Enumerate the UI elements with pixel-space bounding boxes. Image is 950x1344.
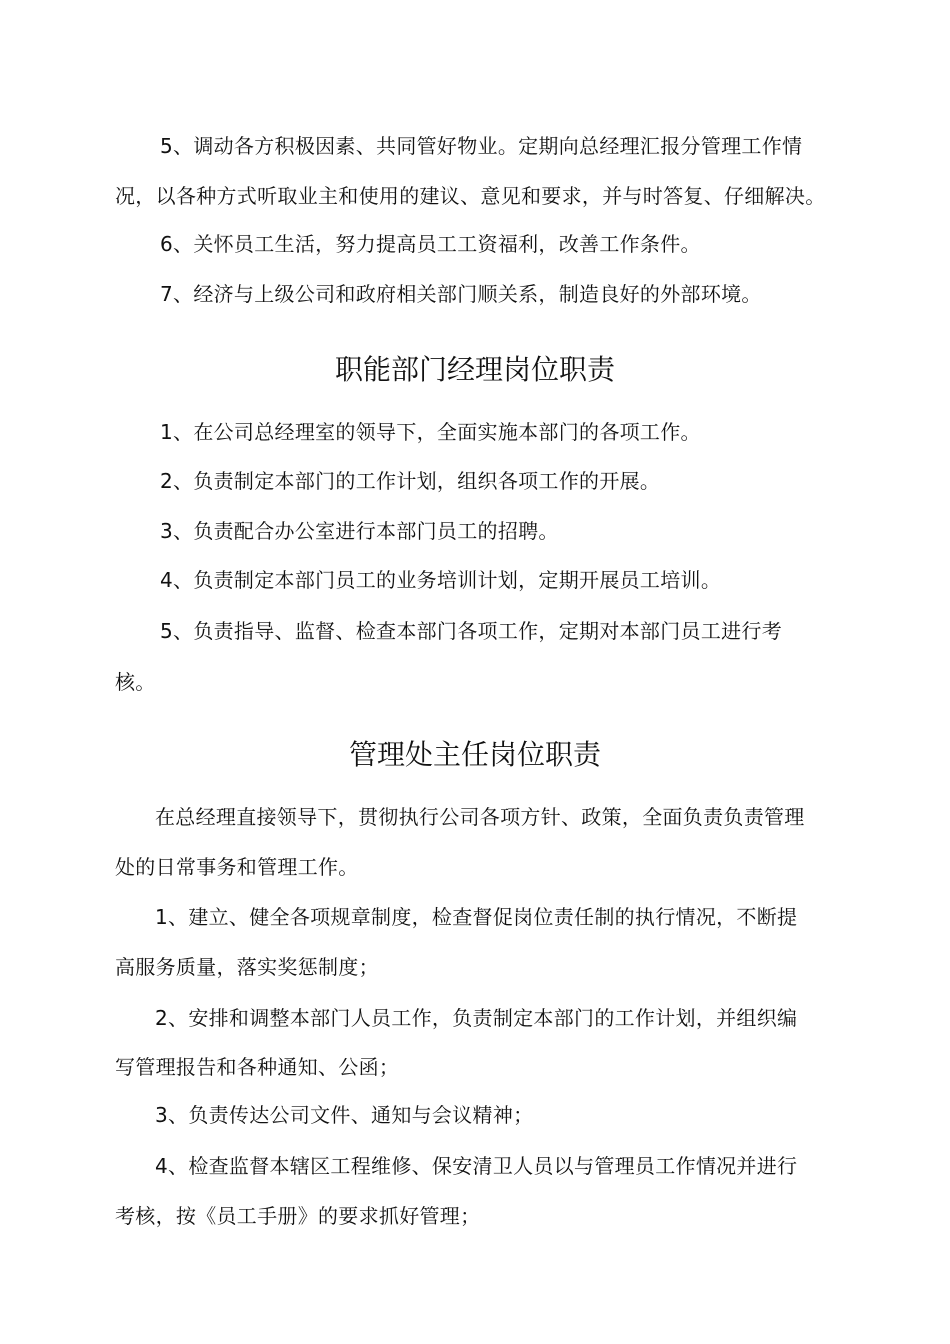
paragraph-line: 在总经理直接领导下，贯彻执行公司各项方针、政策，全面负责负责管理	[155, 805, 805, 829]
list-item: 5、负责指导、监督、检查本部门各项工作，定期对本部门员工进行考	[160, 619, 783, 643]
paragraph-line: 7、经济与上级公司和政府相关部门顺关系，制造良好的外部环境。	[160, 282, 762, 306]
list-item: 2、安排和调整本部门人员工作，负责制定本部门的工作计划，并组织编	[155, 1006, 798, 1030]
paragraph-line: 写管理报告和各种通知、公函；	[115, 1055, 400, 1079]
paragraph-line: 5、调动各方积极因素、共同管好物业。定期向总经理汇报分管理工作情	[160, 134, 803, 158]
paragraph-line: 核。	[115, 670, 156, 694]
list-item: 2、负责制定本部门的工作计划，组织各项工作的开展。	[160, 469, 661, 493]
section-heading: 职能部门经理岗位职责	[334, 353, 615, 386]
paragraph-line: 6、关怀员工生活，努力提高员工工资福利，改善工作条件。	[160, 232, 701, 256]
list-item: 3、负责配合办公室进行本部门员工的招聘。	[160, 519, 559, 543]
list-item: 1、建立、健全各项规章制度，检查督促岗位责任制的执行情况，不断提	[155, 905, 798, 929]
list-item: 3、负责传达公司文件、通知与会议精神；	[155, 1103, 534, 1127]
paragraph-line: 况，以各种方式听取业主和使用的建议、意见和要求，并与时答复、仔细解决。	[115, 184, 826, 208]
list-item: 4、负责制定本部门员工的业务培训计划，定期开展员工培训。	[160, 568, 722, 592]
list-item: 1、在公司总经理室的领导下，全面实施本部门的各项工作。	[160, 420, 701, 444]
list-item: 4、检查监督本辖区工程维修、保安清卫人员以与管理员工作情况并进行	[155, 1154, 798, 1178]
paragraph-line: 高服务质量，落实奖惩制度；	[115, 955, 379, 979]
paragraph-line: 处的日常事务和管理工作。	[115, 855, 359, 879]
section-heading: 管理处主任岗位职责	[348, 738, 601, 771]
paragraph-line: 考核，按《员工手册》的要求抓好管理；	[115, 1204, 481, 1228]
